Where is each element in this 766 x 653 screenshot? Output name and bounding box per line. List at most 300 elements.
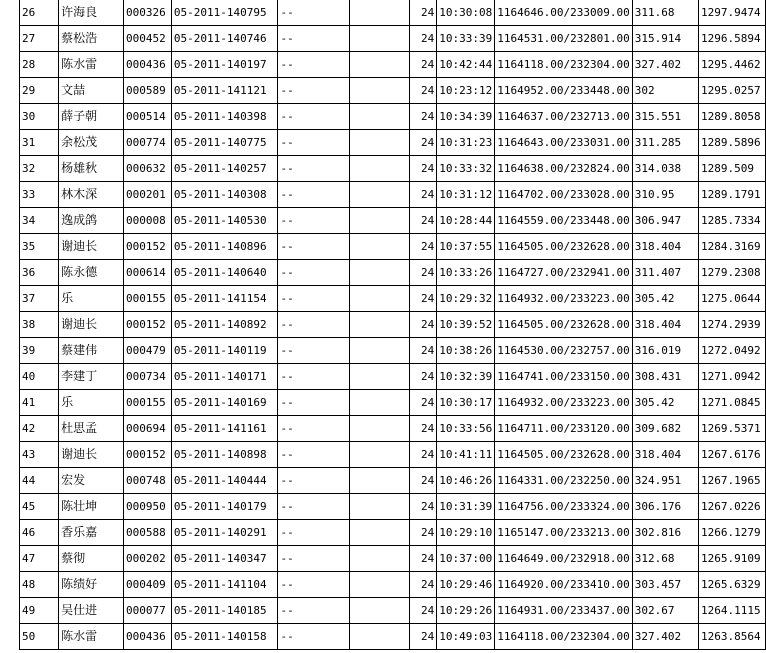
coordinates-cell: 1164756.00/233324.00 — [495, 494, 632, 520]
arrival-time-cell: 10:33:39 — [437, 26, 495, 52]
distance-cell: 303.457 — [632, 572, 698, 598]
day-cell: 24 — [409, 52, 437, 78]
day-cell: 24 — [409, 26, 437, 52]
distance-cell: 311.68 — [632, 0, 698, 26]
table-row — [20, 130, 766, 156]
dash-cell: -- — [278, 520, 350, 546]
ring-number-cell: 05-2011-140308 — [171, 182, 278, 208]
rank-cell: 48 — [20, 572, 59, 598]
blank-cell — [350, 520, 410, 546]
blank-cell — [350, 26, 410, 52]
table-row — [20, 234, 766, 260]
blank-cell — [350, 0, 410, 26]
distance-cell: 302 — [632, 78, 698, 104]
coordinates-cell: 1164638.00/232824.00 — [495, 156, 632, 182]
distance-cell: 318.404 — [632, 312, 698, 338]
speed-cell: 1285.7334 — [699, 208, 766, 234]
distance-cell: 318.404 — [632, 234, 698, 260]
rank-cell: 26 — [20, 0, 59, 26]
name-cell: 林木深 — [59, 182, 124, 208]
ring-number-cell: 05-2011-140896 — [171, 234, 278, 260]
table-row — [20, 598, 766, 624]
table-row — [20, 364, 766, 390]
coordinates-cell: 1164505.00/232628.00 — [495, 234, 632, 260]
rank-cell: 40 — [20, 364, 59, 390]
name-cell: 蔡彻 — [59, 546, 124, 572]
distance-cell: 314.038 — [632, 156, 698, 182]
arrival-time-cell: 10:32:39 — [437, 364, 495, 390]
ring-number-cell: 05-2011-140898 — [171, 442, 278, 468]
day-cell: 24 — [409, 312, 437, 338]
ring-number-cell: 05-2011-141104 — [171, 572, 278, 598]
table-row — [20, 104, 766, 130]
day-cell: 24 — [409, 234, 437, 260]
name-cell: 杨雄秋 — [59, 156, 124, 182]
blank-cell — [350, 390, 410, 416]
dash-cell: -- — [278, 286, 350, 312]
name-cell: 文喆 — [59, 78, 124, 104]
distance-cell: 312.68 — [632, 546, 698, 572]
table-row — [20, 182, 766, 208]
coordinates-cell: 1164646.00/233009.00 — [495, 0, 632, 26]
dash-cell: -- — [278, 260, 350, 286]
name-cell: 杜思孟 — [59, 416, 124, 442]
arrival-time-cell: 10:37:55 — [437, 234, 495, 260]
ring-number-cell: 05-2011-140197 — [171, 52, 278, 78]
day-cell: 24 — [409, 624, 437, 650]
table-row — [20, 416, 766, 442]
speed-cell: 1275.0644 — [699, 286, 766, 312]
member-id-cell: 000734 — [124, 364, 172, 390]
distance-cell: 327.402 — [632, 624, 698, 650]
ring-number-cell: 05-2011-140530 — [171, 208, 278, 234]
rank-cell: 49 — [20, 598, 59, 624]
table-row — [20, 78, 766, 104]
blank-cell — [350, 338, 410, 364]
rank-cell: 50 — [20, 624, 59, 650]
speed-cell: 1289.5896 — [699, 130, 766, 156]
blank-cell — [350, 234, 410, 260]
ring-number-cell: 05-2011-140171 — [171, 364, 278, 390]
blank-cell — [350, 182, 410, 208]
name-cell: 陈水雷 — [59, 624, 124, 650]
day-cell: 24 — [409, 546, 437, 572]
name-cell: 陈绩好 — [59, 572, 124, 598]
distance-cell: 324.951 — [632, 468, 698, 494]
ring-number-cell: 05-2011-141154 — [171, 286, 278, 312]
name-cell: 谢迪长 — [59, 234, 124, 260]
blank-cell — [350, 468, 410, 494]
table-row — [20, 572, 766, 598]
day-cell: 24 — [409, 468, 437, 494]
dash-cell: -- — [278, 312, 350, 338]
member-id-cell: 000008 — [124, 208, 172, 234]
rank-cell: 45 — [20, 494, 59, 520]
name-cell: 李建丁 — [59, 364, 124, 390]
dash-cell: -- — [278, 598, 350, 624]
arrival-time-cell: 10:31:39 — [437, 494, 495, 520]
rank-cell: 34 — [20, 208, 59, 234]
name-cell: 谢迪长 — [59, 312, 124, 338]
rank-cell: 28 — [20, 52, 59, 78]
day-cell: 24 — [409, 598, 437, 624]
dash-cell: -- — [278, 416, 350, 442]
coordinates-cell: 1164331.00/232250.00 — [495, 468, 632, 494]
coordinates-cell: 1164118.00/232304.00 — [495, 624, 632, 650]
dash-cell: -- — [278, 338, 350, 364]
blank-cell — [350, 624, 410, 650]
ring-number-cell: 05-2011-140257 — [171, 156, 278, 182]
distance-cell: 315.551 — [632, 104, 698, 130]
member-id-cell: 000152 — [124, 312, 172, 338]
distance-cell: 306.176 — [632, 494, 698, 520]
day-cell: 24 — [409, 338, 437, 364]
blank-cell — [350, 208, 410, 234]
blank-cell — [350, 104, 410, 130]
distance-cell: 327.402 — [632, 52, 698, 78]
coordinates-cell: 1164649.00/232918.00 — [495, 546, 632, 572]
table-row — [20, 338, 766, 364]
member-id-cell: 000452 — [124, 26, 172, 52]
rank-cell: 31 — [20, 130, 59, 156]
speed-cell: 1295.4462 — [699, 52, 766, 78]
ring-number-cell: 05-2011-140640 — [171, 260, 278, 286]
ring-number-cell: 05-2011-141121 — [171, 78, 278, 104]
table-row — [20, 312, 766, 338]
member-id-cell: 000588 — [124, 520, 172, 546]
speed-cell: 1265.6329 — [699, 572, 766, 598]
day-cell: 24 — [409, 390, 437, 416]
table-row — [20, 26, 766, 52]
member-id-cell: 000201 — [124, 182, 172, 208]
member-id-cell: 000152 — [124, 234, 172, 260]
dash-cell: -- — [278, 546, 350, 572]
blank-cell — [350, 260, 410, 286]
speed-cell: 1266.1279 — [699, 520, 766, 546]
distance-cell: 305.42 — [632, 286, 698, 312]
table-row — [20, 156, 766, 182]
distance-cell: 306.947 — [632, 208, 698, 234]
arrival-time-cell: 10:39:52 — [437, 312, 495, 338]
arrival-time-cell: 10:29:32 — [437, 286, 495, 312]
speed-cell: 1267.0226 — [699, 494, 766, 520]
dash-cell: -- — [278, 390, 350, 416]
member-id-cell: 000774 — [124, 130, 172, 156]
day-cell: 24 — [409, 494, 437, 520]
distance-cell: 308.431 — [632, 364, 698, 390]
arrival-time-cell: 10:23:12 — [437, 78, 495, 104]
name-cell: 吴仕进 — [59, 598, 124, 624]
day-cell: 24 — [409, 364, 437, 390]
results-table — [19, 0, 766, 650]
name-cell: 逸成鸽 — [59, 208, 124, 234]
coordinates-cell: 1164727.00/232941.00 — [495, 260, 632, 286]
day-cell: 24 — [409, 416, 437, 442]
blank-cell — [350, 572, 410, 598]
ring-number-cell: 05-2011-140158 — [171, 624, 278, 650]
blank-cell — [350, 286, 410, 312]
arrival-time-cell: 10:29:46 — [437, 572, 495, 598]
member-id-cell: 000479 — [124, 338, 172, 364]
arrival-time-cell: 10:30:08 — [437, 0, 495, 26]
rank-cell: 44 — [20, 468, 59, 494]
speed-cell: 1289.1791 — [699, 182, 766, 208]
speed-cell: 1267.6176 — [699, 442, 766, 468]
ring-number-cell: 05-2011-140347 — [171, 546, 278, 572]
table-row — [20, 208, 766, 234]
coordinates-cell: 1164932.00/233223.00 — [495, 286, 632, 312]
blank-cell — [350, 494, 410, 520]
rank-cell: 38 — [20, 312, 59, 338]
dash-cell: -- — [278, 234, 350, 260]
dash-cell: -- — [278, 208, 350, 234]
name-cell: 乐 — [59, 286, 124, 312]
coordinates-cell: 1164741.00/233150.00 — [495, 364, 632, 390]
member-id-cell: 000748 — [124, 468, 172, 494]
table-body — [20, 0, 766, 650]
coordinates-cell: 1164118.00/232304.00 — [495, 52, 632, 78]
member-id-cell: 000326 — [124, 0, 172, 26]
blank-cell — [350, 416, 410, 442]
member-id-cell: 000436 — [124, 52, 172, 78]
coordinates-cell: 1165147.00/233213.00 — [495, 520, 632, 546]
blank-cell — [350, 52, 410, 78]
table-row — [20, 468, 766, 494]
member-id-cell: 000589 — [124, 78, 172, 104]
ring-number-cell: 05-2011-140169 — [171, 390, 278, 416]
coordinates-cell: 1164530.00/232757.00 — [495, 338, 632, 364]
arrival-time-cell: 10:34:39 — [437, 104, 495, 130]
dash-cell: -- — [278, 182, 350, 208]
name-cell: 谢迪长 — [59, 442, 124, 468]
speed-cell: 1272.0492 — [699, 338, 766, 364]
coordinates-cell: 1164702.00/233028.00 — [495, 182, 632, 208]
day-cell: 24 — [409, 260, 437, 286]
coordinates-cell: 1164531.00/232801.00 — [495, 26, 632, 52]
rank-cell: 37 — [20, 286, 59, 312]
day-cell: 24 — [409, 520, 437, 546]
blank-cell — [350, 130, 410, 156]
member-id-cell: 000202 — [124, 546, 172, 572]
speed-cell: 1295.0257 — [699, 78, 766, 104]
ring-number-cell: 05-2011-140746 — [171, 26, 278, 52]
name-cell: 陈水雷 — [59, 52, 124, 78]
ring-number-cell: 05-2011-140291 — [171, 520, 278, 546]
ring-number-cell: 05-2011-140185 — [171, 598, 278, 624]
speed-cell: 1263.8564 — [699, 624, 766, 650]
ring-number-cell: 05-2011-140398 — [171, 104, 278, 130]
member-id-cell: 000632 — [124, 156, 172, 182]
coordinates-cell: 1164952.00/233448.00 — [495, 78, 632, 104]
speed-cell: 1274.2939 — [699, 312, 766, 338]
speed-cell: 1267.1965 — [699, 468, 766, 494]
day-cell: 24 — [409, 286, 437, 312]
speed-cell: 1279.2308 — [699, 260, 766, 286]
member-id-cell: 000514 — [124, 104, 172, 130]
table-row — [20, 0, 766, 26]
coordinates-cell: 1164931.00/233437.00 — [495, 598, 632, 624]
dash-cell: -- — [278, 442, 350, 468]
arrival-time-cell: 10:29:10 — [437, 520, 495, 546]
dash-cell: -- — [278, 104, 350, 130]
arrival-time-cell: 10:33:56 — [437, 416, 495, 442]
coordinates-cell: 1164920.00/233410.00 — [495, 572, 632, 598]
arrival-time-cell: 10:49:03 — [437, 624, 495, 650]
table-row — [20, 546, 766, 572]
ring-number-cell: 05-2011-140775 — [171, 130, 278, 156]
name-cell: 香乐嘉 — [59, 520, 124, 546]
blank-cell — [350, 156, 410, 182]
distance-cell: 316.019 — [632, 338, 698, 364]
ring-number-cell: 05-2011-141161 — [171, 416, 278, 442]
day-cell: 24 — [409, 0, 437, 26]
rank-cell: 42 — [20, 416, 59, 442]
ring-number-cell: 05-2011-140444 — [171, 468, 278, 494]
dash-cell: -- — [278, 156, 350, 182]
rank-cell: 30 — [20, 104, 59, 130]
ring-number-cell: 05-2011-140892 — [171, 312, 278, 338]
coordinates-cell: 1164559.00/233448.00 — [495, 208, 632, 234]
distance-cell: 310.95 — [632, 182, 698, 208]
table-row — [20, 494, 766, 520]
arrival-time-cell: 10:30:17 — [437, 390, 495, 416]
member-id-cell: 000409 — [124, 572, 172, 598]
rank-cell: 33 — [20, 182, 59, 208]
speed-cell: 1284.3169 — [699, 234, 766, 260]
dash-cell: -- — [278, 624, 350, 650]
day-cell: 24 — [409, 156, 437, 182]
rank-cell: 41 — [20, 390, 59, 416]
arrival-time-cell: 10:46:26 — [437, 468, 495, 494]
ring-number-cell: 05-2011-140119 — [171, 338, 278, 364]
day-cell: 24 — [409, 572, 437, 598]
distance-cell: 305.42 — [632, 390, 698, 416]
blank-cell — [350, 546, 410, 572]
rank-cell: 29 — [20, 78, 59, 104]
dash-cell: -- — [278, 78, 350, 104]
day-cell: 24 — [409, 104, 437, 130]
distance-cell: 311.285 — [632, 130, 698, 156]
speed-cell: 1297.9474 — [699, 0, 766, 26]
coordinates-cell: 1164637.00/232713.00 — [495, 104, 632, 130]
speed-cell: 1289.8058 — [699, 104, 766, 130]
rank-cell: 39 — [20, 338, 59, 364]
dash-cell: -- — [278, 572, 350, 598]
blank-cell — [350, 364, 410, 390]
name-cell: 余松茂 — [59, 130, 124, 156]
table-row — [20, 520, 766, 546]
dash-cell: -- — [278, 468, 350, 494]
dash-cell: -- — [278, 26, 350, 52]
arrival-time-cell: 10:29:26 — [437, 598, 495, 624]
rank-cell: 36 — [20, 260, 59, 286]
name-cell: 乐 — [59, 390, 124, 416]
rank-cell: 32 — [20, 156, 59, 182]
arrival-time-cell: 10:31:23 — [437, 130, 495, 156]
dash-cell: -- — [278, 52, 350, 78]
member-id-cell: 000152 — [124, 442, 172, 468]
speed-cell: 1271.0942 — [699, 364, 766, 390]
day-cell: 24 — [409, 208, 437, 234]
member-id-cell: 000155 — [124, 390, 172, 416]
blank-cell — [350, 312, 410, 338]
name-cell: 陈壮坤 — [59, 494, 124, 520]
blank-cell — [350, 78, 410, 104]
member-id-cell: 000077 — [124, 598, 172, 624]
rank-cell: 35 — [20, 234, 59, 260]
distance-cell: 302.67 — [632, 598, 698, 624]
member-id-cell: 000155 — [124, 286, 172, 312]
name-cell: 陈永德 — [59, 260, 124, 286]
rank-cell: 43 — [20, 442, 59, 468]
arrival-time-cell: 10:41:11 — [437, 442, 495, 468]
arrival-time-cell: 10:42:44 — [437, 52, 495, 78]
name-cell: 宏发 — [59, 468, 124, 494]
dash-cell: -- — [278, 130, 350, 156]
speed-cell: 1269.5371 — [699, 416, 766, 442]
arrival-time-cell: 10:33:26 — [437, 260, 495, 286]
dash-cell: -- — [278, 364, 350, 390]
distance-cell: 302.816 — [632, 520, 698, 546]
name-cell: 蔡建伟 — [59, 338, 124, 364]
distance-cell: 315.914 — [632, 26, 698, 52]
blank-cell — [350, 598, 410, 624]
day-cell: 24 — [409, 182, 437, 208]
coordinates-cell: 1164505.00/232628.00 — [495, 442, 632, 468]
speed-cell: 1265.9109 — [699, 546, 766, 572]
table-row — [20, 390, 766, 416]
name-cell: 许海良 — [59, 0, 124, 26]
day-cell: 24 — [409, 442, 437, 468]
member-id-cell: 000950 — [124, 494, 172, 520]
distance-cell: 311.407 — [632, 260, 698, 286]
arrival-time-cell: 10:37:00 — [437, 546, 495, 572]
rank-cell: 46 — [20, 520, 59, 546]
arrival-time-cell: 10:31:12 — [437, 182, 495, 208]
day-cell: 24 — [409, 78, 437, 104]
coordinates-cell: 1164505.00/232628.00 — [495, 312, 632, 338]
table-row — [20, 624, 766, 650]
table-row — [20, 286, 766, 312]
coordinates-cell: 1164643.00/233031.00 — [495, 130, 632, 156]
speed-cell: 1289.509 — [699, 156, 766, 182]
speed-cell: 1271.0845 — [699, 390, 766, 416]
table-row — [20, 52, 766, 78]
day-cell: 24 — [409, 130, 437, 156]
speed-cell: 1264.1115 — [699, 598, 766, 624]
table-row — [20, 260, 766, 286]
arrival-time-cell: 10:33:32 — [437, 156, 495, 182]
ring-number-cell: 05-2011-140795 — [171, 0, 278, 26]
distance-cell: 318.404 — [632, 442, 698, 468]
rank-cell: 47 — [20, 546, 59, 572]
coordinates-cell: 1164932.00/233223.00 — [495, 390, 632, 416]
blank-cell — [350, 442, 410, 468]
speed-cell: 1296.5894 — [699, 26, 766, 52]
table-row — [20, 442, 766, 468]
name-cell: 薛子朝 — [59, 104, 124, 130]
arrival-time-cell: 10:38:26 — [437, 338, 495, 364]
dash-cell: -- — [278, 494, 350, 520]
rank-cell: 27 — [20, 26, 59, 52]
name-cell: 蔡松浩 — [59, 26, 124, 52]
member-id-cell: 000614 — [124, 260, 172, 286]
member-id-cell: 000694 — [124, 416, 172, 442]
distance-cell: 309.682 — [632, 416, 698, 442]
ring-number-cell: 05-2011-140179 — [171, 494, 278, 520]
member-id-cell: 000436 — [124, 624, 172, 650]
arrival-time-cell: 10:28:44 — [437, 208, 495, 234]
